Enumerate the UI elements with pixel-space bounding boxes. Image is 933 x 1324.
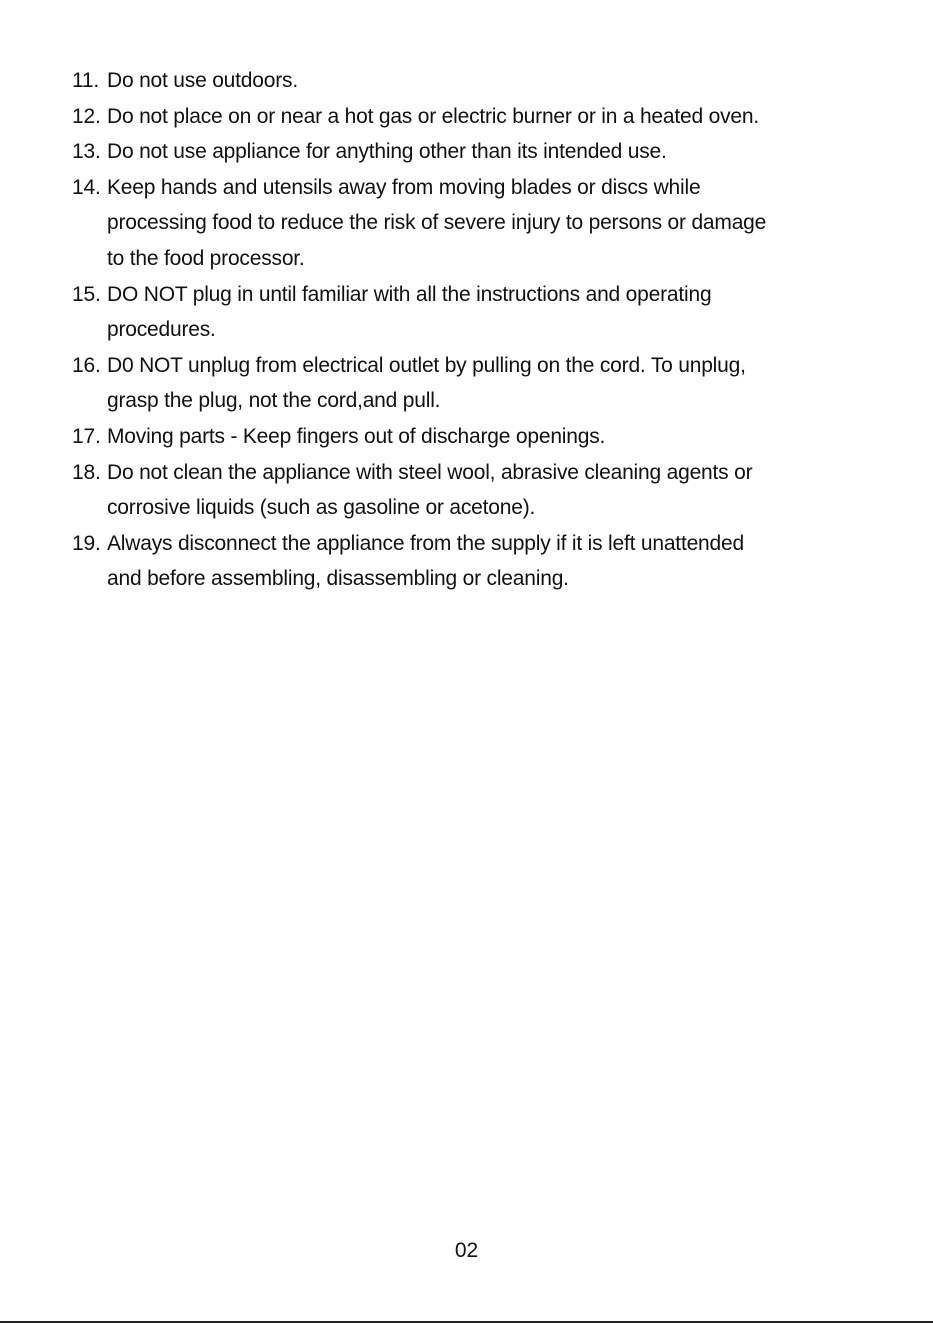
item-number: 19. <box>72 531 101 555</box>
item-number: 14. <box>72 175 101 199</box>
item-line: Do not place on or near a hot gas or electric burner or in a heated oven. <box>107 104 759 128</box>
item-line: Keep hands and utensils away from moving blades or discs while <box>107 175 701 199</box>
item-text <box>107 419 862 455</box>
item-text <box>107 63 862 99</box>
item-number: 12. <box>72 104 101 128</box>
list-item <box>72 455 862 526</box>
item-line: to the food processor. <box>107 246 305 270</box>
list-item <box>72 277 862 348</box>
list-item <box>72 134 862 170</box>
item-text <box>107 99 862 135</box>
item-text <box>107 170 862 277</box>
item-line: procedures. <box>107 318 216 342</box>
item-text <box>107 134 862 170</box>
list-item <box>72 348 862 419</box>
item-text <box>107 348 862 419</box>
item-text <box>107 455 862 526</box>
item-line: DO NOT plug in until familiar with all the instructions and operating <box>107 282 712 306</box>
list-item <box>72 419 862 455</box>
item-line: corrosive liquids (such as gasoline or acetone). <box>107 496 536 520</box>
item-number: 15. <box>72 282 101 306</box>
item-number: 13. <box>72 140 101 164</box>
item-number: 18. <box>72 460 101 484</box>
item-line: Do not use outdoors. <box>107 69 298 92</box>
item-text <box>107 277 862 348</box>
item-text <box>107 526 862 597</box>
bottom-divider <box>0 1321 933 1323</box>
item-line: processing food to reduce the risk of severe injury to persons or damage <box>107 211 767 235</box>
item-number: 11. <box>72 69 100 92</box>
item-number: 16. <box>72 353 101 377</box>
item-line: D0 NOT unplug from electrical outlet by pulling on the cord. To unplug, <box>107 353 746 377</box>
list-item <box>72 99 862 135</box>
item-line: Do not use appliance for anything other than its intended use. <box>107 140 667 164</box>
item-line: Do not clean the appliance with steel wool, abrasive cleaning agents or <box>107 460 753 484</box>
item-line: grasp the plug, not the cord,and pull. <box>107 389 441 413</box>
list-item <box>72 170 862 277</box>
item-line: and before assembling, disassembling or cleaning. <box>107 567 569 591</box>
item-line: Always disconnect the appliance from the supply if it is left unattended <box>107 531 744 555</box>
item-line: Moving parts - Keep fingers out of discharge openings. <box>107 424 606 448</box>
list-item <box>72 63 862 99</box>
page-number: 02 <box>454 1239 479 1262</box>
item-number: 17. <box>72 424 101 448</box>
list-item <box>72 526 862 597</box>
safety-instructions-list <box>72 63 862 597</box>
